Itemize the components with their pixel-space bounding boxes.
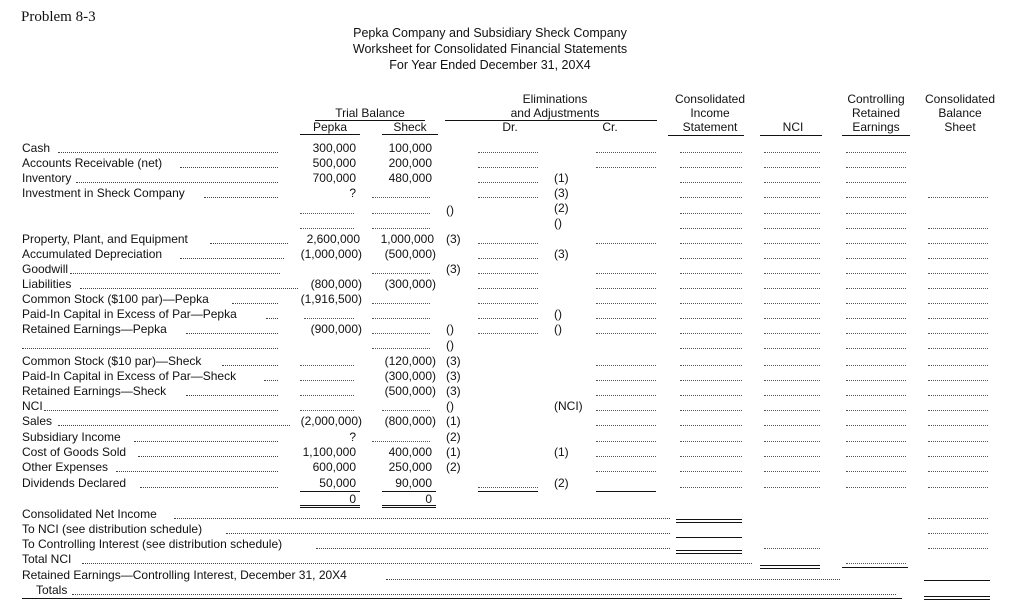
cr-ref-invest-blank: () — [554, 216, 562, 230]
cre-cell-3 — [846, 182, 906, 183]
cr-cell-cs-pepka — [596, 303, 656, 304]
cr-ref-div: (2) — [554, 476, 569, 490]
cre-cell-22 — [846, 471, 906, 472]
cis-cell-16 — [680, 380, 742, 381]
leader-blank-row — [22, 348, 278, 349]
sheck-pic-sheck: (300,000) — [384, 369, 436, 383]
cis-cell-14 — [680, 348, 742, 349]
row-label-inventory: Inventory — [22, 171, 72, 185]
nci-cell-20 — [764, 441, 820, 442]
leader-cs-pepka — [232, 303, 278, 304]
header-cbs2: Balance — [938, 106, 982, 120]
dr-ref-re-pepka-1: () — [446, 322, 454, 336]
cbs-cell-4 — [928, 258, 988, 259]
leader-accdep — [180, 258, 284, 259]
cis-cell-7 — [680, 243, 742, 244]
pepka-blank-re-sheck — [300, 395, 354, 396]
cr-ref-nci: (NCI) — [554, 399, 583, 413]
header-elim1: Eliminations — [522, 92, 588, 106]
leader-inv — [76, 182, 278, 183]
dr-cell-liab — [478, 288, 538, 289]
cr-ref-invest-2: (2) — [554, 201, 569, 215]
row-label-to-nci: To NCI (see distribution schedule) — [22, 522, 203, 536]
cis-cell-23 — [680, 487, 742, 488]
header-cre1: Controlling — [847, 92, 905, 106]
cr-cell-cash — [596, 152, 656, 153]
cr-cell-liab — [596, 288, 656, 289]
pepka-accdep: (1,000,000) — [300, 247, 362, 261]
cr-ref-cogs: (1) — [554, 445, 569, 459]
nci-cell-12 — [764, 318, 820, 319]
cr-ref-inv: (1) — [554, 171, 569, 185]
cre-cell-10 — [846, 288, 906, 289]
pepka-ar: 500,000 — [312, 156, 356, 170]
sheck-cs-sheck: (120,000) — [384, 354, 436, 368]
nci-total-rule-2 — [760, 568, 820, 569]
nci-cell-9 — [764, 273, 820, 274]
pepka-cash: 300,000 — [312, 141, 356, 155]
sheck-blank-1 — [372, 213, 430, 214]
leader-re-ci — [386, 579, 840, 580]
sheck-ppe: 1,000,000 — [380, 232, 434, 246]
dr-cell-re-pepka — [478, 333, 538, 334]
cr-cell-sales — [596, 425, 656, 426]
cbs-cell-6 — [928, 288, 988, 289]
cbs-cell-5 — [928, 273, 988, 274]
nci-header-rule — [760, 135, 822, 136]
sheck-cash: 100,000 — [388, 141, 432, 155]
leader-cash — [58, 152, 278, 153]
dr-ref-cs-sheck: (3) — [446, 354, 461, 368]
cis-cell-10 — [680, 288, 742, 289]
cis-total-rule-2 — [676, 522, 742, 523]
cre-cell-17 — [846, 395, 906, 396]
cis-cell-2 — [680, 167, 742, 168]
cr-cell-cogs — [596, 456, 656, 457]
cis-cell-6 — [680, 228, 742, 229]
leader-pic-sheck — [264, 380, 278, 381]
cre-total-rule — [842, 567, 908, 568]
nci-cell-6 — [764, 228, 820, 229]
pepka-subinc: ? — [349, 430, 356, 444]
pepka-liab: (800,000) — [310, 277, 362, 291]
sheck-inv: 480,000 — [388, 171, 432, 185]
cis-ci-rule-2 — [676, 553, 742, 554]
nci-cell-16 — [764, 380, 820, 381]
dr-cell-goodwill — [478, 273, 538, 274]
cis-ci-rule — [676, 550, 742, 551]
cbs-cell-10 — [928, 348, 988, 349]
row-label-accdep: Accumulated Depreciation — [22, 247, 163, 261]
cbs-cell-14 — [928, 410, 988, 411]
sheck-blank-2 — [372, 228, 430, 229]
cbs-cell-19 — [928, 487, 988, 488]
dr-ref-ppe: (3) — [446, 232, 461, 246]
cr-cell-pic-pepka — [596, 318, 656, 319]
nci-cell-17 — [764, 395, 820, 396]
row-label-nci: NCI — [22, 399, 43, 413]
pepka-re-pepka: (900,000) — [310, 322, 362, 336]
cre-cell-20 — [846, 441, 906, 442]
sheck-blank-nci — [382, 410, 430, 411]
period-title: For Year Ended December 31, 20X4 — [389, 58, 591, 72]
pepka-blank-2 — [300, 228, 354, 229]
cr-cell-cs-sheck — [596, 365, 656, 366]
row-label-other-expenses: Other Expenses — [22, 460, 109, 474]
cr-ref-re-pepka: () — [554, 322, 562, 336]
pepka-total-rule-3 — [300, 507, 360, 508]
sheck-sales: (800,000) — [384, 414, 436, 428]
cre-cell-9 — [846, 273, 906, 274]
cis-cell-4 — [680, 197, 742, 198]
company-title-text: Pepka Company and Subsidiary Sheck Company — [353, 26, 627, 40]
cre-cell-23 — [846, 487, 906, 488]
cre-cell-11 — [846, 303, 906, 304]
cre-cell-1 — [846, 152, 906, 153]
dr-ref-re-pepka-2: () — [446, 338, 454, 352]
pepka-sales: (2,000,000) — [300, 414, 362, 428]
sheck-accdep: (500,000) — [384, 247, 436, 261]
cbs-cell-7 — [928, 303, 988, 304]
cis-cell-21 — [680, 456, 742, 457]
leader-re-sheck — [186, 395, 278, 396]
pepka-div: 50,000 — [319, 476, 356, 490]
header-sheck — [382, 120, 438, 135]
header-elim2 — [470, 106, 640, 121]
dr-cell-invest — [478, 197, 538, 198]
leader-total-nci — [82, 563, 752, 564]
row-label-re-controlling: Retained Earnings—Controlling Interest, December 31, 20X4 — [22, 568, 347, 582]
cbs-cell-1 — [928, 197, 988, 198]
sheck-blank-cs-pepka — [372, 303, 430, 304]
nci-cell-13 — [764, 333, 820, 334]
cbs-cell-15 — [928, 425, 988, 426]
row-label-cogs: Cost of Goods Sold — [22, 445, 127, 459]
cis-cell-15 — [680, 365, 742, 366]
cre-cell-4 — [846, 197, 906, 198]
row-label-cash: Cash — [22, 141, 51, 155]
pepka-invest: ? — [349, 186, 356, 200]
header-cre2: Retained — [851, 106, 901, 120]
sheck-ar: 200,000 — [388, 156, 432, 170]
cis-cell-17 — [680, 395, 742, 396]
elim2-label: and Adjustments — [505, 106, 605, 121]
header-cbs1: Consolidated — [924, 92, 996, 106]
cbs-cell-11 — [928, 365, 988, 366]
row-label-ppe: Property, Plant, and Equipment — [22, 232, 188, 246]
leader-cogs — [138, 456, 278, 457]
cbs-cell-18 — [928, 471, 988, 472]
header-pepka — [300, 120, 360, 135]
nci-total-rule — [760, 565, 820, 566]
leader-totals — [72, 594, 896, 595]
sheck-div: 90,000 — [395, 476, 432, 490]
pepka-blank-pic-sheck — [300, 380, 354, 381]
cre-cell-15 — [846, 365, 906, 366]
cbs-re-rule — [924, 580, 990, 581]
nci-cell-19 — [764, 425, 820, 426]
row-label-ar: Accounts Receivable (net) — [22, 156, 163, 170]
sheck-total-rule-3 — [382, 507, 436, 508]
nci-cell-8 — [764, 258, 820, 259]
cbs-total-rule — [924, 596, 990, 597]
row-label-re-pepka: Retained Earnings—Pepka — [22, 322, 167, 336]
pepka-inv: 700,000 — [312, 171, 356, 185]
pepka-blank-nci — [300, 410, 354, 411]
row-label-investment: Investment in Sheck Company — [22, 186, 185, 200]
sheck-otherexp: 250,000 — [388, 460, 432, 474]
cis-header-rule — [668, 135, 744, 136]
cr-cell-re-sheck — [596, 395, 656, 396]
cis-cell-3 — [680, 182, 742, 183]
sheck-total-rule-2 — [382, 505, 436, 506]
sheck-re-sheck: (500,000) — [384, 384, 436, 398]
cis-cell-13 — [680, 333, 742, 334]
nci-cell-23 — [764, 487, 820, 488]
cis-cell-1 — [680, 152, 742, 153]
leader-pic-pepka — [266, 318, 278, 319]
leader-div — [140, 487, 278, 488]
cr-cell-ppe — [596, 243, 656, 244]
cr-total-rule — [596, 491, 656, 492]
nci-cell-1 — [764, 152, 820, 153]
cbs-cell-2 — [928, 228, 988, 229]
sheck-label: Sheck — [382, 120, 438, 135]
leader-subinc — [134, 441, 278, 442]
cis-cell-11 — [680, 303, 742, 304]
cis-cell-19 — [680, 425, 742, 426]
cre-cell-14 — [846, 348, 906, 349]
nci-cell-18 — [764, 410, 820, 411]
nci-cell-3 — [764, 182, 820, 183]
cr-ref-invest-1: (3) — [554, 186, 569, 200]
cr-cell-re-pepka — [596, 333, 656, 334]
dr-cell-pic-pepka — [478, 318, 538, 319]
nci-cell-10 — [764, 288, 820, 289]
leader-sales — [58, 425, 290, 426]
row-label-re-sheck: Retained Earnings—Sheck — [22, 384, 167, 398]
cre-cell-19 — [846, 425, 906, 426]
pepka-ppe: 2,600,000 — [306, 232, 360, 246]
header-nci: NCI — [782, 120, 804, 134]
leader-ar — [180, 167, 278, 168]
row-label-goodwill: Goodwill — [22, 262, 69, 276]
row-label-liabilities: Liabilities — [22, 277, 72, 291]
cbs-cell-9 — [928, 333, 988, 334]
pepka-total: 0 — [349, 492, 356, 506]
nci-cell-21 — [764, 456, 820, 457]
nci-cell-14 — [764, 348, 820, 349]
nci-cell-15 — [764, 365, 820, 366]
nci-cell-2 — [764, 167, 820, 168]
leader-goodwill — [70, 273, 280, 274]
cis-cell-20 — [680, 441, 742, 442]
cr-cell-pic-sheck — [596, 380, 656, 381]
cr-ref-accdep: (3) — [554, 247, 569, 261]
cre-cell-7 — [846, 243, 906, 244]
row-label-totals: Totals — [36, 583, 68, 597]
cbs-cell-12 — [928, 380, 988, 381]
dr-cell-cs-pepka — [478, 303, 538, 304]
dr-cell-cash — [478, 152, 538, 153]
sheck-cogs: 400,000 — [388, 445, 432, 459]
cre-cell-13 — [846, 333, 906, 334]
cre-cell-total — [846, 563, 906, 564]
dr-cell-accdep — [478, 258, 538, 259]
leader-ppe — [210, 243, 288, 244]
row-label-pic-pepka: Paid-In Capital in Excess of Par—Pepka — [22, 307, 237, 321]
header-cis1: Consolidated — [674, 92, 746, 106]
cis-cell-22 — [680, 471, 742, 472]
cre-header-rule — [842, 135, 910, 136]
leader-otherexp — [116, 471, 278, 472]
cr-cell-ar — [596, 167, 656, 168]
cre-cell-6 — [846, 228, 906, 229]
cbs-cell-17 — [928, 456, 988, 457]
leader-nci — [44, 410, 278, 411]
pepka-blank-1 — [300, 213, 354, 214]
cbs-total-rule-2 — [924, 599, 990, 600]
header-cbs3: Sheet — [944, 120, 976, 134]
cis-nci-rule — [676, 537, 742, 538]
sheck-blank-re-pepka — [372, 333, 430, 334]
leader-re-pepka — [186, 333, 278, 334]
pepka-cogs: 1,100,000 — [302, 445, 356, 459]
sheck-total: 0 — [425, 492, 432, 506]
dr-cell-ar — [478, 167, 538, 168]
dr-ref-subinc: (2) — [446, 430, 461, 444]
pepka-cs-pepka: (1,916,500) — [300, 292, 362, 306]
dr-cell-inv — [478, 182, 538, 183]
sheck-blank-pic-pepka — [372, 318, 430, 319]
dr-cell-div — [478, 487, 538, 488]
nci-cell-total — [764, 548, 820, 549]
leader-cni — [174, 518, 670, 519]
row-label-to-controlling: To Controlling Interest (see distribution schedule) — [22, 537, 283, 551]
cre-cell-8 — [846, 258, 906, 259]
header-cis3: Statement — [682, 120, 738, 134]
row-label-total-nci: Total NCI — [22, 552, 72, 566]
row-label-consolidated-net-income: Consolidated Net Income — [22, 507, 157, 521]
cbs-cell-13 — [928, 395, 988, 396]
pepka-total-rule-2 — [300, 505, 360, 506]
nci-cell-5 — [764, 213, 820, 214]
pepka-blank-pic — [304, 318, 354, 319]
dr-ref-sales: (1) — [446, 414, 461, 428]
dr-total-rule — [478, 491, 538, 492]
cbs-cell-20 — [928, 518, 988, 519]
dr-ref-goodwill: (3) — [446, 262, 461, 276]
cre-cell-5 — [846, 213, 906, 214]
row-label-dividends: Dividends Declared — [22, 476, 127, 490]
header-cre3: Earnings — [852, 120, 900, 134]
cbs-cell-3 — [928, 243, 988, 244]
dr-ref-cogs: (1) — [446, 445, 461, 459]
row-label-cs-sheck: Common Stock ($10 par)—Sheck — [22, 354, 202, 368]
dr-ref-pic-sheck: (3) — [446, 369, 461, 383]
dr-ref-invest-blank: () — [446, 203, 454, 217]
dr-ref-re-sheck: (3) — [446, 384, 461, 398]
pepka-label: Pepka — [300, 120, 360, 135]
dr-ref-nci: () — [446, 399, 454, 413]
cre-cell-18 — [846, 410, 906, 411]
pepka-blank-cs-sheck — [300, 365, 354, 366]
cre-cell-21 — [846, 456, 906, 457]
cr-cell-subinc — [596, 441, 656, 442]
cr-cell-otherexp — [596, 471, 656, 472]
dr-ref-otherexp: (2) — [446, 460, 461, 474]
cre-cell-12 — [846, 318, 906, 319]
leader-cs-sheck — [222, 365, 278, 366]
problem-label: Problem 8-3 — [21, 9, 96, 25]
nci-cell-7 — [764, 243, 820, 244]
header-cr: Cr. — [602, 120, 618, 134]
header-cis2: Income — [690, 106, 730, 120]
cis-cell-9 — [680, 273, 742, 274]
cis-total-rule — [676, 519, 742, 520]
cis-cell-18 — [680, 410, 742, 411]
worksheet-title: Worksheet for Consolidated Financial Statements — [352, 42, 628, 56]
row-label-cs-pepka: Common Stock ($100 par)—Pepka — [22, 292, 209, 306]
header-trial-balance — [300, 106, 440, 121]
company-title — [300, 26, 680, 40]
pepka-otherexp: 600,000 — [312, 460, 356, 474]
sheck-blank-subinc — [372, 441, 430, 442]
sheck-blank-row — [372, 348, 430, 349]
leader-invest — [204, 197, 278, 198]
trial-balance-label: Trial Balance — [315, 106, 425, 121]
leader-to-ci — [316, 548, 670, 549]
header-dr: Dr. — [502, 120, 518, 134]
leader-to-nci — [226, 533, 670, 534]
nci-cell-4 — [764, 197, 820, 198]
row-label-pic-sheck: Paid-In Capital in Excess of Par—Sheck — [22, 369, 237, 383]
cr-cell-goodwill — [596, 273, 656, 274]
dr-cell-ppe — [478, 243, 538, 244]
nci-cell-22 — [764, 471, 820, 472]
cis-cell-12 — [680, 318, 742, 319]
sheet-bottom-rule — [22, 598, 902, 599]
leader-liab — [80, 288, 298, 289]
row-label-sales: Sales — [22, 414, 53, 428]
cr-ref-pic-pepka: () — [554, 307, 562, 321]
cre-cell-2 — [846, 167, 906, 168]
cr-cell-nci — [596, 410, 656, 411]
sheck-liab: (300,000) — [384, 277, 436, 291]
row-label-subsidiary-income: Subsidiary Income — [22, 430, 121, 444]
cis-cell-8 — [680, 258, 742, 259]
cbs-cell-16 — [928, 441, 988, 442]
cbs-cell-22 — [928, 548, 988, 549]
sheck-blank-goodwill — [372, 273, 430, 274]
sheck-blank-invest — [372, 197, 430, 198]
nci-cell-11 — [764, 303, 820, 304]
cis-cell-5 — [680, 213, 742, 214]
cre-cell-16 — [846, 380, 906, 381]
cbs-cell-21 — [928, 533, 988, 534]
cbs-cell-8 — [928, 318, 988, 319]
